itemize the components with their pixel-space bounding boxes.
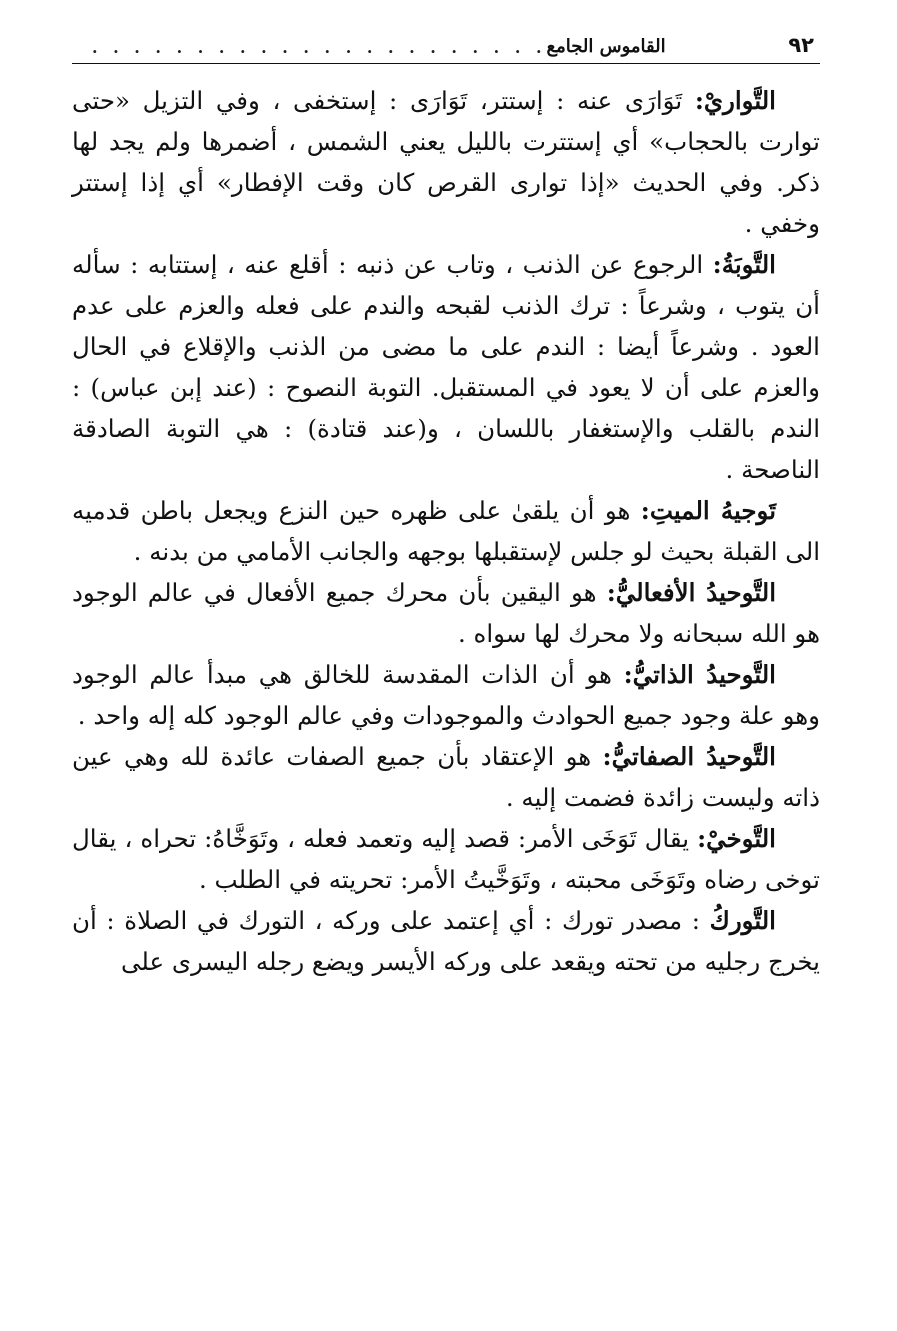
entry-tawhid-dhati xyxy=(72,654,820,736)
page-number: ٩٢ xyxy=(788,33,814,57)
book-title: القاموس الجامع xyxy=(546,36,666,57)
headword: التَّوحيدُ الصفاتيُّ: xyxy=(602,742,776,771)
headword: التَّوحيدُ الذاتيُّ: xyxy=(623,660,776,689)
book-title-group xyxy=(82,36,666,57)
headword: التَّوحيدُ الأفعاليُّ: xyxy=(606,578,776,607)
entry-tawari xyxy=(72,80,820,244)
leader-dots: . . . . . . . . . . . . . . . . . . . . . . xyxy=(92,38,547,57)
entry-tawhid-afali xyxy=(72,572,820,654)
headword: تَوجيهُ الميتِ: xyxy=(640,496,777,525)
entry-tawhid-sifati xyxy=(72,736,820,818)
entry-tawba xyxy=(72,244,820,490)
entry-tawjih-almayyit xyxy=(72,490,820,572)
headword: التَّواريْ: xyxy=(694,86,776,115)
definition: هو الإعتقاد بأن جميع الصفات عائدة لله وهي عين ذاته وليست زائدة فضمت إليه . xyxy=(72,742,820,812)
running-header xyxy=(72,22,820,64)
definition: تَوَارَى عنه : إستتر، تَوَارَى : إستخفى ، وفي التزيل «حتى توارت بالحجاب» أي إستترت بالليل يعني الشمس ، أضمرها ولم يجد لها ذكر. وفي الحديث «إذا توارى القرص كان وقت الإفطار» أي إذا إستتر وخفي . xyxy=(72,86,820,238)
entry-tawakhi xyxy=(72,818,820,900)
headword: التَّوركُ xyxy=(709,906,776,935)
definition: الرجوع عن الذنب ، وتاب عن ذنبه : أقلع عنه ، إستتابه : سأله أن يتوب ، وشرعاً : ترك الذنب لقبحه والندم على فعله والعزم على عدم العود . وشرعاً أيضا : الندم على ما مضى من الذنب والإقلاع في الحال والعزم على أن لا يعود في المستقبل. التوبة النصوح : (عند إبن عباس) : الندم بالقلب والإستغفار باللسان ، و(عند قتادة) : هي التوبة الصادقة الناصحة . xyxy=(72,250,820,484)
definition: هو اليقين بأن محرك جميع الأفعال في عالم الوجود هو الله سبحانه ولا محرك لها سواه . xyxy=(72,578,820,648)
document-page xyxy=(72,22,820,982)
definition: : مصدر تورك : أي إعتمد على وركه ، التورك في الصلاة : أن يخرج رجليه من تحته ويقعد على وركه الأيسر ويضع رجله اليسرى على xyxy=(72,906,820,976)
definition: يقال تَوَخَى الأمر: قصد إليه وتعمد فعله ، وتَوَخَّاهُ: تحراه ، يقال توخى رضاه وتَوَخَى محبته ، وتَوَخَّيتُ الأمر: تحريته في الطلب . xyxy=(72,824,820,894)
headword: التَّوخيْ: xyxy=(697,824,776,853)
dictionary-body xyxy=(72,80,820,982)
headword: التَّوبَةُ: xyxy=(712,250,776,279)
definition: هو أن يلقىٰ على ظهره حين النزع ويجعل باطن قدميه الى القبلة بحيث لو جلس لإستقبلها بوجهه والجانب الأمامي من بدنه . xyxy=(72,496,820,566)
definition: هو أن الذات المقدسة للخالق هي مبدأ عالم الوجود وهو علة وجود جميع الحوادث والموجودات وفي عالم الوجود كله إله واحد . xyxy=(72,660,820,730)
entry-tawarruk xyxy=(72,900,820,982)
